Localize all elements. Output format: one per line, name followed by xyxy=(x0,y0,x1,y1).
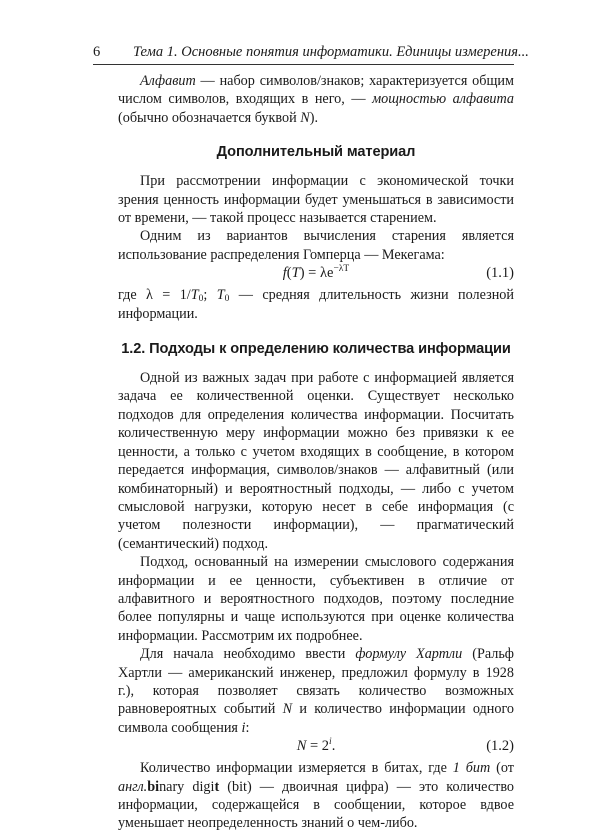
formula-exponent: −λT xyxy=(333,264,350,275)
paragraph-hartley xyxy=(118,645,514,737)
paragraph-alphabet-definition xyxy=(118,72,514,127)
text: Количество информации измеряется в битах, где xyxy=(140,760,453,777)
text: (от xyxy=(490,760,514,777)
subscript: 0 xyxy=(198,294,204,305)
formula-T: T xyxy=(291,265,300,282)
heading-additional-material: Дополнительный материал xyxy=(216,144,416,161)
text: nary digi xyxy=(159,778,215,795)
text: (Ральф Хартли — американский инженер, предложил формулу в 1928 г.), которая позволяет связать количество возможных равновероятных событий xyxy=(118,646,515,718)
formula-rhs: = λe xyxy=(304,265,334,282)
formula-number: (1.2) xyxy=(486,738,514,755)
running-header xyxy=(93,42,529,65)
formula-expression xyxy=(118,738,514,755)
text: (bit) — двоичная цифра) — это количество информации, содержащейся в сообщении, которое вдвое уменьшает неопределенность знаний о чем-либо. xyxy=(118,778,515,832)
formula-1-1 xyxy=(118,264,514,286)
formula-dot: . xyxy=(331,738,336,755)
text: — средняя длительность жизни полезной информации. xyxy=(118,287,514,322)
var-t: T xyxy=(216,287,225,304)
section-heading-1-2: 1.2. Подходы к определению количества информации xyxy=(121,341,511,358)
var-t: T xyxy=(190,287,199,304)
text: (обычно обозначается буквой xyxy=(118,109,301,126)
abbrev-english: англ. xyxy=(118,778,148,795)
text: ; xyxy=(203,287,217,304)
bold-t: t xyxy=(214,778,220,795)
var-n: N xyxy=(282,701,293,718)
formula-f: f xyxy=(282,265,287,282)
formula-number: (1.1) xyxy=(486,265,514,282)
text: где λ = 1/ xyxy=(118,287,191,304)
term-alphabet: Алфавит xyxy=(140,73,196,89)
formula-1-2 xyxy=(118,737,514,759)
paragraph-aging: При рассмотрении информации с экономической точки зрения ценность информации будет уменьшаться в зависимости от времени, — такой процесс называется старением. xyxy=(118,173,514,227)
formula-expression: $f(T) = \lambda e^{-\lambda T}$ xyxy=(282,264,350,282)
text: : xyxy=(245,719,250,736)
formula-exponent: i xyxy=(329,737,332,748)
paragraph-semantic: Подход, основанный на измерении смыслового содержания информации и ее ценности, субъективен в отличие от алфавитного и вероятностного подходов, поэтому последние более популярны и чаще используются при оценке количества информации. Рассмотрим их подробнее. xyxy=(118,554,514,644)
paragraph-where xyxy=(118,286,514,323)
text: и количество информации одного символа сообщения xyxy=(118,701,515,736)
paragraph-approaches: Одной из важных задач при работе с информацией является задача ее количественной оценки. Существует несколько подходов для определения количества информации. Посчитать количественную меру информации можно без привязки к ее ценности, а только с учетом входящих в сообщение, в котором передается информация, символов/знаков — алфавитный (или комбинаторный) и вероятностный подходы, — либо с учетом смысловой нагрузки, которую несет в себе информация (с учетом полезности информации), — прагматический (семантический) подход. xyxy=(118,370,514,552)
subscript: 0 xyxy=(224,294,230,305)
paragraph-bits xyxy=(118,759,514,833)
var-i: i xyxy=(241,719,246,736)
page-content xyxy=(118,72,514,833)
text: ). xyxy=(309,109,318,126)
page-number: 6 xyxy=(93,44,101,60)
text: Для начала необходимо ввести xyxy=(140,646,356,663)
term-alphabet-power: мощностью алфавита xyxy=(372,91,514,108)
formula-rhs: = 2 xyxy=(306,738,330,755)
term-one-bit: 1 бит xyxy=(452,760,491,777)
formula-n: N xyxy=(296,738,307,755)
var-n: N xyxy=(300,109,310,126)
term-hartley-formula: формулу Хартли xyxy=(355,646,463,663)
bold-bi: bi xyxy=(147,778,160,795)
paragraph-gompertz: Одним из вариантов вычисления старения является использование распределения Гомперца — Мекегама: xyxy=(118,228,514,263)
text: — набор символов/знаков; характеризуется общим числом символов, входящих в него, — xyxy=(118,73,514,108)
header-title: Тема 1. Основные понятия информатики. Единицы измерения... xyxy=(133,44,529,60)
